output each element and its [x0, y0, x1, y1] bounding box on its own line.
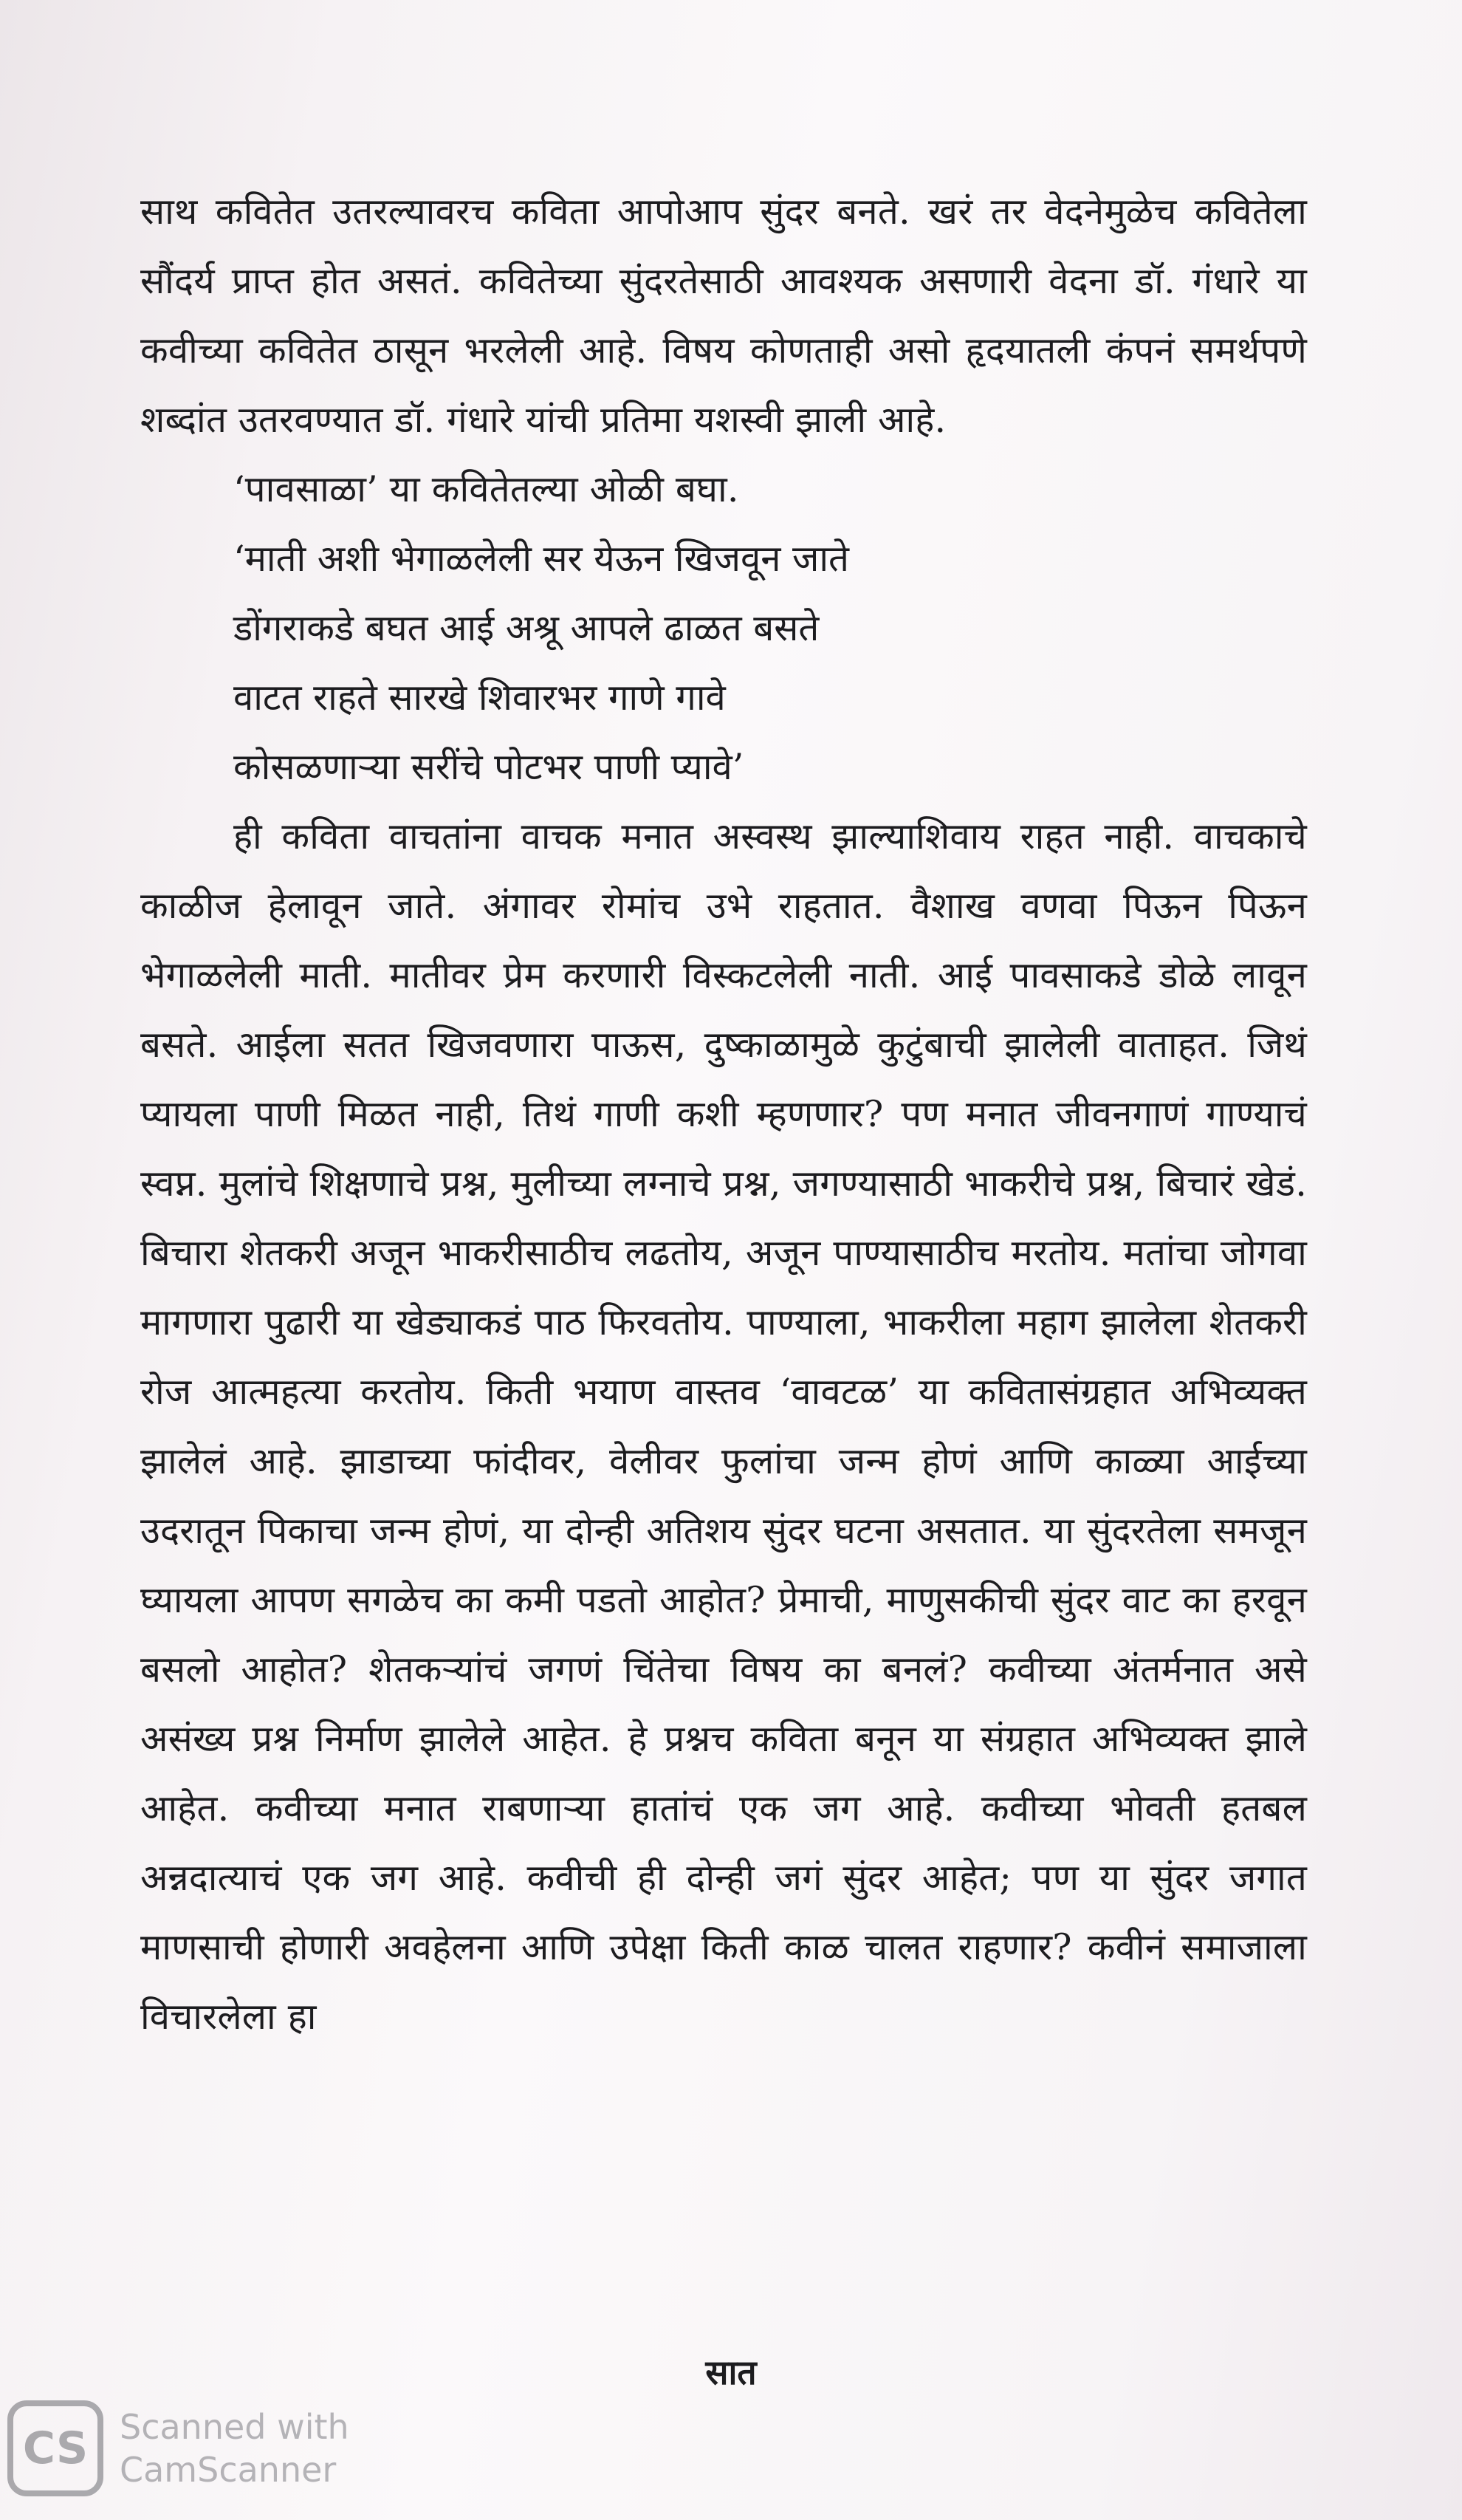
paragraph-intro: साथ कवितेत उतरल्यावरच कविता आपोआप सुंदर बनते. खरं तर वेदनेमुळेच कवितेला सौंदर्य प्राप्त होत असतं. कवितेच्या सुंदरतेसाठी आवश्यक असणारी वेदना डॉ. गंधारे या कवीच्या कवितेत ठासून भरलेली आहे. विषय कोणताही असो हृदयातली कंपनं समर्थपणे शब्दांत उतरवण्यात डॉ. गंधारे यांची प्रतिमा यशस्वी झाली आहे.: [140, 191, 1307, 441]
poem-line: डोंगराकडे बघत आई अश्रू आपले ढाळत बसते: [233, 607, 820, 649]
poem-line: वाटत राहते सारखे शिवारभर गाणे गावे: [233, 677, 726, 719]
poem-line: ‘माती अशी भेगाळलेली सर येऊन खिजवून जाते: [233, 538, 849, 580]
watermark-line-1: Scanned with: [120, 2407, 349, 2447]
scanner-watermark: [7, 2386, 421, 2511]
poem-line: कोसळणाऱ्या सरींचे पोटभर पाणी प्यावे’: [233, 746, 744, 788]
paragraph-poem-intro: ‘पावसाळा’ या कवितेतल्या ओळी बघा.: [233, 468, 739, 510]
watermark-text: [120, 2406, 349, 2491]
camscanner-logo-icon: CS: [7, 2400, 103, 2496]
paragraph-analysis: ही कविता वाचतांना वाचक मनात अस्वस्थ झाल्याशिवाय राहत नाही. वाचकाचे काळीज हेलावून जाते. अंगावर रोमांच उभे राहतात. वैशाख वणवा पिऊन पिऊन भेगाळलेली माती. मातीवर प्रेम करणारी विस्कटलेली नाती. आई पावसाकडे डोळे लावून बसते. आईला सतत खिजवणारा पाऊस, दुष्काळामुळे कुटुंबाची झालेली वाताहत. जिथं प्यायला पाणी मिळत नाही, तिथं गाणी कशी म्हणणार? पण मनात जीवनगाणं गाण्याचं स्वप्न. मुलांचे शिक्षणाचे प्रश्न, मुलीच्या लग्नाचे प्रश्न, जगण्यासाठी भाकरीचे प्रश्न, बिचारं खेडं. बिचारा शेतकरी अजून भाकरीसाठीच लढतोय, अजून पाण्यासाठीच मरतोय. मतांचा जोगवा मागणारा पुढारी या खेड्याकडं पाठ फिरवतोय. पाण्याला, भाकरीला महाग झालेला शेतकरी रोज आत्महत्या करतोय. किती भयाण वास्तव ‘वावटळ’ या कवितासंग्रहात अभिव्यक्त झालेलं आहे. झाडाच्या फांदीवर, वेलीवर फुलांचा जन्म होणं आणि काळ्या आईच्या उदरातून पिकाचा जन्म होणं, या दोन्ही अतिशय सुंदर घटना असतात. या सुंदरतेला समजून घ्यायला आपण सगळेच का कमी पडतो आहोत? प्रेमाची, माणुसकीची सुंदर वाट का हरवून बसलो आहोत? शेतकऱ्यांचं जगणं चिंतेचा विषय का बनलं? कवीच्या अंतर्मनात असे असंख्य प्रश्न निर्माण झालेले आहेत. हे प्रश्नच कविता बनून या संग्रहात अभिव्यक्त झाले आहेत. कवीच्या मनात राबणाऱ्या हातांचं एक जग आहे. कवीच्या भोवती हतबल अन्नदात्याचं एक जग आहे. कवीची ही दोन्ही जगं सुंदर आहेत; पण या सुंदर जगात माणसाची होणारी अवहेलना आणि उपेक्षा किती काळ चालत राहणार? कवीनं समाजाला विचारलेला हा: [140, 815, 1307, 2038]
page-number: सात: [705, 2352, 757, 2392]
page-body: [140, 177, 1307, 2052]
watermark-line-2: CamScanner: [120, 2450, 337, 2490]
poem-block: [140, 524, 1307, 802]
